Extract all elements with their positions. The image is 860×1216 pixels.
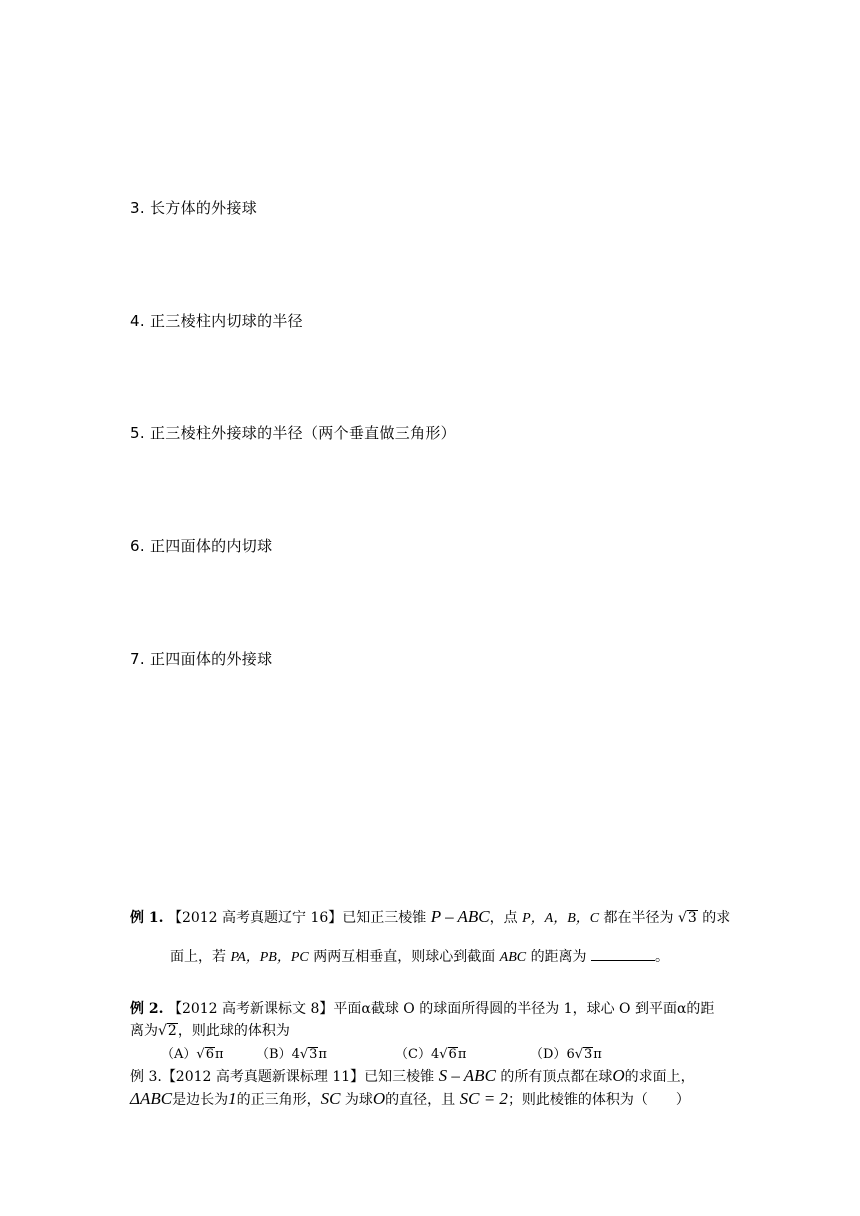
sqrt-3: √3 xyxy=(299,1047,318,1062)
example-3-line-2 xyxy=(130,1089,690,1109)
example-3-text: 已知三棱锥 xyxy=(364,1069,435,1085)
example-1-line-1 xyxy=(130,907,730,927)
pi: π xyxy=(318,1047,327,1062)
radicand: 3 xyxy=(309,1047,318,1062)
example-1-line-2 xyxy=(170,946,669,966)
option-c xyxy=(395,1043,466,1062)
example-2-line-1 xyxy=(130,998,714,1018)
example-2-label: 例 2. xyxy=(130,1001,164,1017)
coefficient: 4 xyxy=(291,1047,300,1062)
example-2-text: 平面α截球 O 的球面所得圆的半径为 1，球心 O 到平面α的距 xyxy=(333,1001,715,1017)
math-points: P，A，B，C xyxy=(522,911,600,926)
coefficient: 6 xyxy=(566,1047,575,1062)
option-label: （B） xyxy=(256,1047,292,1062)
math-p-abc: P – ABC xyxy=(430,907,490,926)
example-1-text: 。 xyxy=(655,949,670,965)
example-3-source: 【2012 高考真题新课标理 11】 xyxy=(161,1069,365,1085)
example-2-text: ，则此球的体积为 xyxy=(177,1023,290,1039)
example-3-text: ；则此棱锥的体积为（ ） xyxy=(507,1092,690,1108)
example-1-label: 例 1. xyxy=(130,910,164,926)
example-3-text: 的所有顶点都在球 xyxy=(500,1069,613,1085)
option-label: （C） xyxy=(395,1047,431,1062)
example-3-text: 的直径，且 xyxy=(385,1092,456,1108)
coefficient: 4 xyxy=(430,1047,440,1062)
option-d xyxy=(530,1043,602,1062)
example-3-line-1 xyxy=(130,1066,695,1086)
heading-7: 7. 正四面体的外接球 xyxy=(130,650,273,668)
radicand: 3 xyxy=(687,910,697,926)
example-3-text: 为球 xyxy=(344,1092,373,1108)
option-b xyxy=(256,1043,327,1062)
sqrt-3: √3 xyxy=(678,910,697,926)
example-1-text: 面上，若 xyxy=(170,949,226,965)
math-sc: SC xyxy=(320,1089,341,1108)
radicand: 2 xyxy=(167,1023,177,1039)
option-a xyxy=(161,1043,224,1062)
example-1-source: 【2012 高考真题辽宁 16】 xyxy=(167,910,343,926)
math-abc: ABC xyxy=(499,950,527,965)
radicand: 6 xyxy=(205,1047,214,1062)
answer-blank xyxy=(591,948,655,961)
example-2-line-2 xyxy=(130,1020,290,1040)
option-label: （A） xyxy=(161,1047,197,1062)
example-1-text: 的距离为 xyxy=(530,949,587,965)
sqrt-2: √2 xyxy=(158,1023,177,1039)
math-one: 1 xyxy=(228,1089,237,1108)
pi: π xyxy=(214,1047,224,1062)
pi: π xyxy=(593,1047,602,1062)
radicand: 6 xyxy=(448,1047,457,1062)
math-o: O xyxy=(372,1089,386,1108)
math-triangle-abc: ΔABC xyxy=(130,1089,173,1108)
example-1-text: 已知正三棱锥 xyxy=(342,910,427,926)
sqrt-6: √6 xyxy=(439,1047,457,1062)
example-3-text: 是边长为 xyxy=(172,1092,229,1108)
pi: π xyxy=(457,1047,467,1062)
example-3-text: 的求面上， xyxy=(624,1069,695,1085)
example-3-label: 例 3. xyxy=(130,1069,162,1085)
example-2-source: 【2012 高考新课标文 8】 xyxy=(167,1001,334,1017)
radicand: 3 xyxy=(584,1047,593,1062)
example-1-text: 都在半径为 xyxy=(603,910,674,926)
math-s-abc: S – ABC xyxy=(438,1066,496,1085)
math-pa-pb-pc: PA，PB，PC xyxy=(230,950,309,965)
heading-5: 5. 正三棱柱外接球的半径（两个垂直做三角形） xyxy=(130,424,456,442)
example-1-text: ，点 xyxy=(489,910,518,926)
sqrt-6: √6 xyxy=(196,1047,214,1062)
sqrt-3: √3 xyxy=(574,1047,593,1062)
heading-4: 4. 正三棱柱内切球的半径 xyxy=(130,312,303,330)
heading-6: 6. 正四面体的内切球 xyxy=(130,537,273,555)
example-3-text: 的正三角形， xyxy=(236,1092,321,1108)
math-o: O xyxy=(612,1066,625,1085)
option-label: （D） xyxy=(530,1047,567,1062)
heading-3: 3. 长方体的外接球 xyxy=(130,199,258,217)
example-2-text: 离为 xyxy=(130,1023,158,1039)
example-1-text: 两两互相垂直，则球心到截面 xyxy=(313,949,496,965)
example-1-text: 的求 xyxy=(702,910,731,926)
math-sc-equals-2: SC = 2 xyxy=(459,1089,508,1108)
